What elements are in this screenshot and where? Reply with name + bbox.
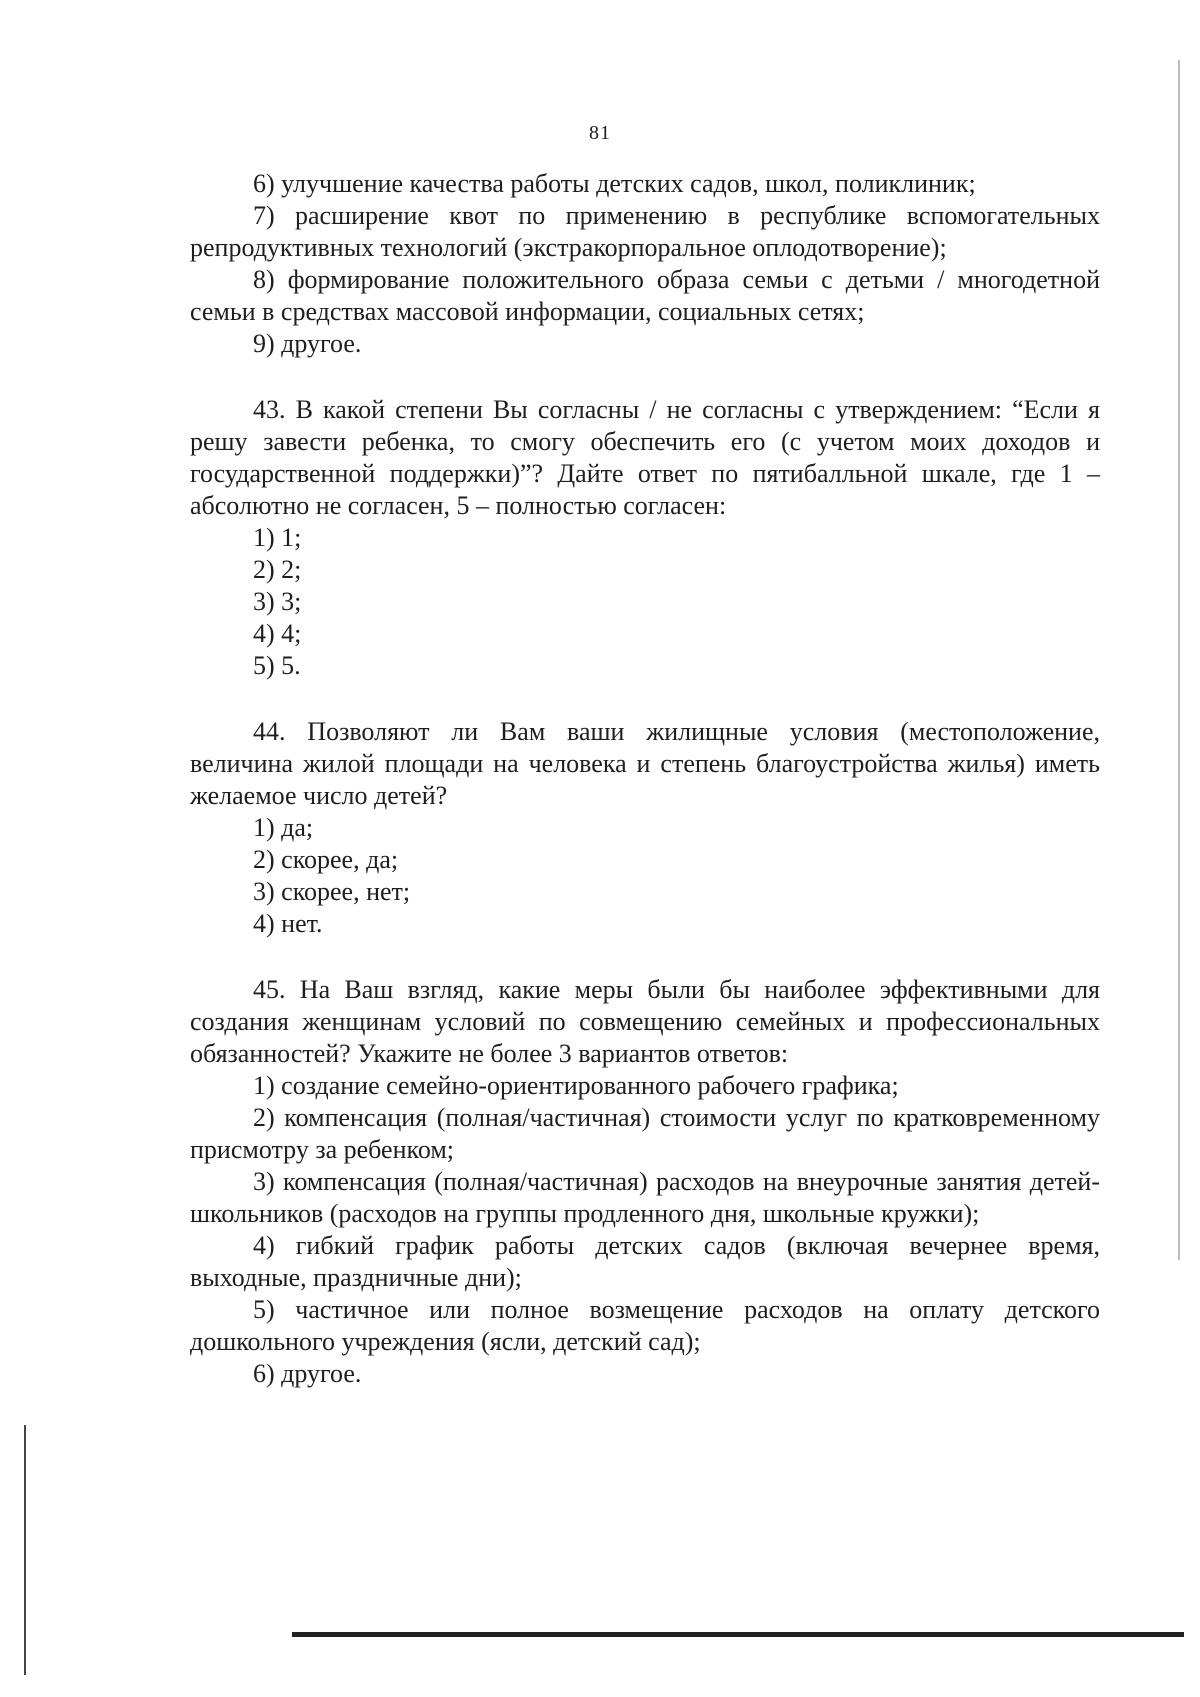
answer-list bbox=[190, 812, 1100, 940]
answer-list bbox=[190, 1070, 1100, 1390]
scan-edge-line-left bbox=[24, 1425, 26, 1675]
scan-edge-line-right bbox=[1178, 60, 1180, 1260]
intro-item: 6) улучшение качества работы детских садов, школ, поликлиник; bbox=[253, 169, 976, 198]
answer-option: 4) нет. bbox=[253, 909, 323, 938]
spacer bbox=[190, 360, 1100, 394]
answer-option: 4) гибкий график работы детских садов (включая вечернее время, выходные, праздничные дни); bbox=[190, 1231, 1100, 1292]
answer-option: 3) скорее, нет; bbox=[253, 877, 411, 906]
answer-option: 4) 4; bbox=[253, 619, 302, 648]
intro-item: 7) расширение квот по применению в республике вспомогательных репродуктивных технологий (экстракорпоральное оплодотворение); bbox=[190, 201, 1100, 262]
bottom-rule bbox=[292, 1632, 1184, 1637]
intro-item: 9) другое. bbox=[253, 329, 362, 358]
spacer bbox=[190, 940, 1100, 974]
answer-option: 1) 1; bbox=[253, 523, 302, 552]
answer-option: 2) скорее, да; bbox=[253, 845, 399, 874]
document-body bbox=[190, 168, 1100, 1390]
answer-option: 2) компенсация (полная/частичная) стоимости услуг по кратковременному присмотру за ребенком; bbox=[190, 1103, 1100, 1164]
answer-option: 6) другое. bbox=[253, 1359, 362, 1388]
answer-option: 5) частичное или полное возмещение расходов на оплату детского дошкольного учреждения (ясли, детский сад); bbox=[190, 1295, 1100, 1356]
intro-list bbox=[190, 168, 1100, 360]
page-number: 81 bbox=[589, 122, 611, 144]
question-44 bbox=[190, 716, 1100, 940]
answer-option: 3) компенсация (полная/частичная) расходов на внеурочные занятия детей-школьников (расходов на группы продленного дня, школьные кружки); bbox=[190, 1167, 1100, 1228]
question-text: 45. На Ваш взгляд, какие меры были бы наиболее эффективными для создания женщинам условий по совмещению семейных и профессиональных обязанностей? Укажите не более 3 вариантов ответов: bbox=[190, 975, 1100, 1068]
question-text: 44. Позволяют ли Вам ваши жилищные условия (местоположение, величина жилой площади на человека и степень благоустройства жилья) иметь желаемое число детей? bbox=[190, 717, 1100, 810]
answer-option: 3) 3; bbox=[253, 587, 302, 616]
question-43 bbox=[190, 394, 1100, 682]
question-text: 43. В какой степени Вы согласны / не согласны с утверждением: “Если я решу завести ребенка, то смогу обеспечить его (с учетом моих доходов и государственной поддержки)”? Дайте ответ по пятибалльной шкале, где 1 – абсолютно не согласен, 5 – полностью согласен: bbox=[190, 395, 1100, 520]
intro-item: 8) формирование положительного образа семьи с детьми / многодетной семьи в средствах массовой информации, социальных сетях; bbox=[190, 265, 1100, 326]
answer-option: 1) да; bbox=[253, 813, 314, 842]
answer-option: 5) 5. bbox=[253, 651, 301, 680]
question-45 bbox=[190, 974, 1100, 1390]
answer-option: 1) создание семейно-ориентированного рабочего графика; bbox=[253, 1071, 899, 1100]
answer-list bbox=[190, 522, 1100, 682]
answer-option: 2) 2; bbox=[253, 555, 302, 584]
spacer bbox=[190, 682, 1100, 716]
